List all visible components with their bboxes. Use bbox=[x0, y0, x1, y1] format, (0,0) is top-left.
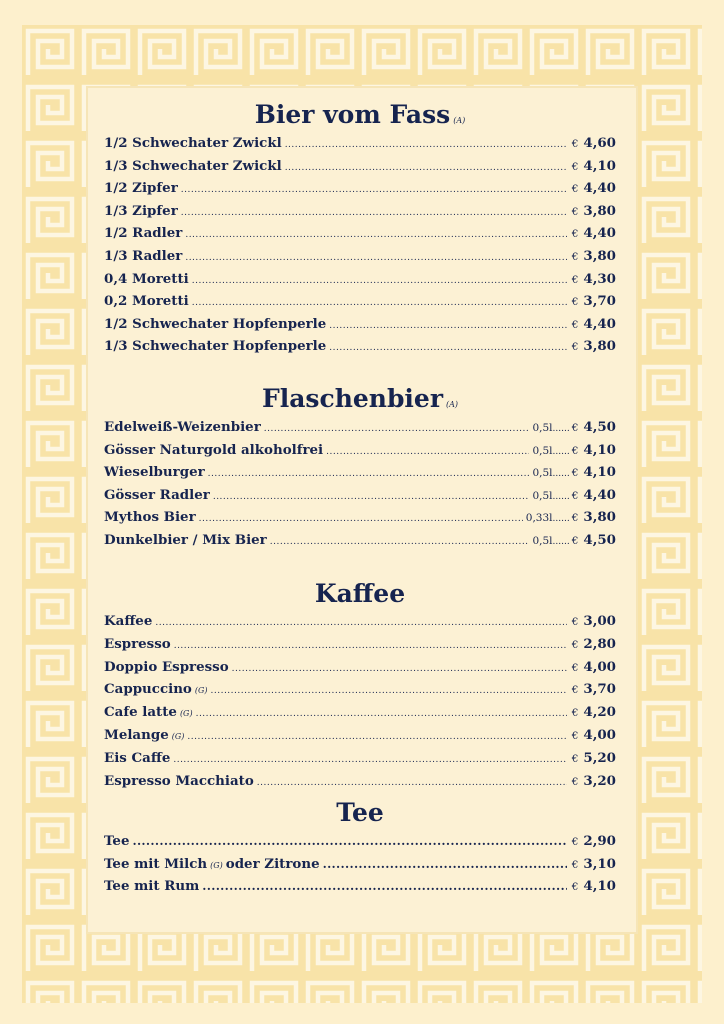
item-price: 4,50 bbox=[583, 532, 616, 548]
item-price: 4,00 bbox=[583, 727, 616, 743]
dot-leader bbox=[257, 772, 567, 794]
dot-leader bbox=[185, 247, 566, 269]
dot-leader bbox=[199, 508, 523, 530]
menu-item bbox=[104, 853, 616, 875]
item-name-text: 1/2 Schwechater Hopfenperle bbox=[104, 315, 327, 332]
item-name-text: Doppio Espresso bbox=[104, 658, 229, 675]
item-price: 3,80 bbox=[583, 509, 616, 526]
menu-item bbox=[104, 747, 616, 769]
section-title-tee: Tee bbox=[336, 798, 384, 827]
dot-leader bbox=[132, 830, 566, 852]
menu-item bbox=[104, 701, 616, 723]
menu-item bbox=[104, 875, 616, 897]
item-name bbox=[104, 853, 320, 877]
allergen-note: (A) bbox=[453, 116, 466, 125]
item-name bbox=[104, 633, 171, 655]
menu-item bbox=[104, 268, 616, 290]
item-price: 4,10 bbox=[583, 464, 616, 481]
item-name-text: 0,2 Moretti bbox=[104, 293, 189, 310]
item-name bbox=[104, 747, 170, 769]
item-price: 4,60 bbox=[583, 135, 616, 151]
dot-leader bbox=[192, 270, 567, 292]
allergen-tag: (G) bbox=[171, 732, 185, 741]
currency-symbol: € bbox=[571, 183, 579, 196]
item-price: 4,10 bbox=[583, 157, 616, 174]
item-name bbox=[104, 678, 208, 702]
item-name-text: Kaffee bbox=[104, 613, 153, 629]
item-price: 3,10 bbox=[583, 855, 616, 872]
menu-item bbox=[104, 245, 616, 267]
allergen-tag: (G) bbox=[210, 860, 223, 870]
item-name-text: Gösser Naturgold alkoholfrei bbox=[104, 441, 324, 458]
item-name bbox=[104, 155, 282, 177]
dot-leader bbox=[187, 726, 566, 748]
item-name-text: Mythos Bier bbox=[104, 509, 196, 526]
menu-item bbox=[104, 416, 616, 438]
dot-leader bbox=[211, 680, 567, 702]
menu-item bbox=[104, 313, 616, 335]
dot-leader bbox=[185, 224, 566, 246]
currency-symbol: € bbox=[571, 535, 579, 547]
volume-dot-leader: ...... bbox=[552, 469, 570, 480]
menu-item bbox=[104, 656, 616, 678]
currency-symbol: € bbox=[571, 296, 579, 309]
item-price: 4,10 bbox=[583, 441, 616, 458]
item-name-text: Eis Caffe bbox=[104, 749, 171, 766]
item-volume: 0,33l bbox=[525, 512, 553, 525]
menu-item bbox=[104, 439, 616, 461]
item-price: 2,80 bbox=[583, 635, 616, 652]
item-name bbox=[104, 506, 196, 528]
item-price: 4,50 bbox=[583, 419, 616, 435]
allergen-tag: (G) bbox=[179, 709, 193, 719]
currency-symbol: € bbox=[571, 661, 579, 674]
dot-leader bbox=[181, 202, 567, 224]
item-name bbox=[104, 610, 152, 632]
menu-item bbox=[104, 633, 616, 655]
volume-dot-leader: ...... bbox=[552, 491, 570, 502]
menu-item bbox=[104, 177, 616, 199]
item-name bbox=[104, 200, 178, 222]
dot-leader bbox=[192, 292, 567, 314]
item-price: 4,10 bbox=[583, 878, 616, 895]
menu-item bbox=[104, 830, 616, 852]
item-name bbox=[104, 416, 261, 438]
item-price: 4,40 bbox=[583, 486, 616, 503]
item-volume: 0,5l bbox=[532, 444, 553, 457]
item-name-text: Espresso bbox=[104, 635, 171, 652]
item-name bbox=[104, 701, 193, 725]
item-price: 5,20 bbox=[583, 749, 616, 766]
allergen-note: (A) bbox=[446, 400, 459, 409]
item-price: 4,40 bbox=[583, 315, 616, 332]
item-name bbox=[104, 290, 189, 312]
item-name-text: Tee bbox=[104, 833, 130, 849]
item-name bbox=[104, 335, 326, 357]
dot-leader bbox=[155, 612, 566, 634]
currency-symbol: € bbox=[571, 752, 579, 765]
currency-symbol: € bbox=[571, 836, 579, 848]
dot-leader bbox=[285, 157, 567, 179]
item-name-text: Edelweiß-Weizenbier bbox=[104, 419, 261, 435]
item-name bbox=[104, 875, 199, 897]
item-name-text: 0,4 Moretti bbox=[104, 270, 189, 287]
item-volume: 0,5l bbox=[532, 489, 553, 502]
item-name bbox=[104, 268, 189, 290]
currency-symbol: € bbox=[571, 730, 579, 742]
menu-item bbox=[104, 290, 616, 312]
currency-symbol: € bbox=[571, 138, 579, 150]
allergen-tag: (G) bbox=[194, 686, 208, 696]
section-title-flaschenbier: Flaschenbier (A) bbox=[261, 384, 459, 413]
currency-symbol: € bbox=[571, 616, 579, 628]
volume-dot-leader: ...... bbox=[552, 537, 570, 547]
currency-symbol: € bbox=[571, 160, 579, 173]
item-name bbox=[104, 222, 182, 244]
currency-symbol: € bbox=[571, 684, 579, 697]
item-volume: 0,5l bbox=[532, 422, 553, 434]
item-price: 3,80 bbox=[583, 338, 616, 355]
menu-item bbox=[104, 724, 616, 746]
currency-symbol: € bbox=[571, 444, 579, 457]
item-name-text: Dunkelbier / Mix Bier bbox=[104, 532, 267, 548]
item-name-text: 1/2 Zipfer bbox=[104, 180, 178, 197]
currency-symbol: € bbox=[571, 881, 579, 894]
item-name bbox=[104, 132, 282, 154]
dot-leader bbox=[323, 853, 567, 875]
item-name bbox=[104, 529, 267, 551]
item-price: 3,70 bbox=[583, 681, 616, 698]
currency-symbol: € bbox=[571, 775, 579, 788]
item-name-text: Espresso Macchiato bbox=[104, 772, 254, 789]
item-price: 4,00 bbox=[583, 658, 616, 675]
dot-leader bbox=[173, 749, 566, 771]
dot-leader bbox=[326, 441, 529, 463]
currency-symbol: € bbox=[571, 707, 579, 720]
item-name bbox=[104, 724, 184, 748]
dot-leader bbox=[181, 179, 567, 201]
menu-item bbox=[104, 770, 616, 792]
dot-leader bbox=[270, 531, 530, 553]
item-name-text: Cappuccino bbox=[104, 681, 192, 698]
menu-item bbox=[104, 678, 616, 700]
item-price: 4,30 bbox=[583, 270, 616, 287]
dot-leader bbox=[329, 315, 566, 337]
item-price: 4,20 bbox=[583, 704, 616, 721]
currency-symbol: € bbox=[571, 318, 579, 331]
dot-leader bbox=[174, 635, 567, 657]
item-name bbox=[104, 484, 210, 506]
section-title-bier-vom-fass: Bier vom Fass (A) bbox=[254, 100, 466, 129]
dot-leader bbox=[213, 486, 530, 508]
menu-item bbox=[104, 155, 616, 177]
item-name-text: 1/3 Zipfer bbox=[104, 202, 178, 219]
item-name bbox=[104, 439, 323, 461]
item-name-text: Melange bbox=[104, 727, 169, 743]
menu-item bbox=[104, 506, 616, 528]
currency-symbol: € bbox=[571, 467, 579, 480]
currency-symbol: € bbox=[571, 205, 579, 218]
item-price: 3,00 bbox=[583, 613, 616, 629]
menu-item bbox=[104, 132, 616, 154]
dot-leader bbox=[329, 337, 566, 359]
item-name-text: 1/3 Radler bbox=[104, 248, 183, 264]
item-name-text: 1/2 Schwechater Zwickl bbox=[104, 135, 282, 151]
currency-symbol: € bbox=[571, 273, 579, 286]
menu-item bbox=[104, 484, 616, 506]
item-price: 3,20 bbox=[583, 772, 616, 789]
item-name-text: Tee mit Rum bbox=[104, 878, 200, 895]
item-name bbox=[104, 313, 326, 335]
currency-symbol: € bbox=[571, 422, 579, 434]
item-price: 3,70 bbox=[583, 293, 616, 310]
volume-dot-leader: ...... bbox=[552, 424, 570, 434]
item-price: 3,80 bbox=[583, 202, 616, 219]
menu-item bbox=[104, 610, 616, 632]
item-name-text: Gösser Radler bbox=[104, 486, 210, 503]
item-price: 2,90 bbox=[583, 833, 616, 849]
currency-symbol: € bbox=[571, 489, 579, 502]
item-name-text: 1/3 Schwechater Hopfenperle bbox=[104, 338, 327, 355]
volume-dot-leader: ...... bbox=[552, 446, 570, 457]
currency-symbol: € bbox=[571, 251, 579, 263]
item-name bbox=[104, 656, 229, 678]
dot-leader bbox=[285, 134, 567, 156]
item-price: 4,40 bbox=[583, 180, 616, 197]
dot-leader bbox=[232, 658, 567, 680]
item-price: 4,40 bbox=[583, 225, 616, 242]
item-name-text: 1/2 Radler bbox=[104, 225, 183, 242]
item-name bbox=[104, 245, 182, 267]
item-name bbox=[104, 830, 129, 852]
currency-symbol: € bbox=[571, 228, 579, 241]
item-name-text: Cafe latte bbox=[104, 704, 177, 721]
dot-leader bbox=[264, 418, 530, 440]
dot-leader bbox=[208, 463, 530, 485]
menu-item bbox=[104, 529, 616, 551]
dot-leader bbox=[196, 703, 567, 725]
menu-item bbox=[104, 335, 616, 357]
menu-item bbox=[104, 200, 616, 222]
currency-symbol: € bbox=[571, 512, 579, 525]
item-name bbox=[104, 770, 254, 792]
item-price: 3,80 bbox=[583, 248, 616, 264]
section-title-kaffee: Kaffee bbox=[314, 579, 406, 608]
item-name-suffix: oder Zitrone bbox=[225, 855, 320, 872]
currency-symbol: € bbox=[571, 638, 579, 651]
item-volume: 0,5l bbox=[532, 535, 553, 547]
item-name bbox=[104, 461, 205, 483]
dot-leader bbox=[202, 875, 566, 897]
currency-symbol: € bbox=[571, 341, 579, 354]
menu-item bbox=[104, 222, 616, 244]
item-name bbox=[104, 177, 178, 199]
currency-symbol: € bbox=[571, 858, 579, 871]
volume-dot-leader: ...... bbox=[552, 514, 570, 525]
item-name-text: 1/3 Schwechater Zwickl bbox=[104, 157, 282, 174]
item-name-text: Tee mit Milch bbox=[104, 855, 208, 872]
menu-item bbox=[104, 461, 616, 483]
item-volume: 0,5l bbox=[532, 467, 553, 480]
item-name-text: Wieselburger bbox=[104, 464, 205, 481]
